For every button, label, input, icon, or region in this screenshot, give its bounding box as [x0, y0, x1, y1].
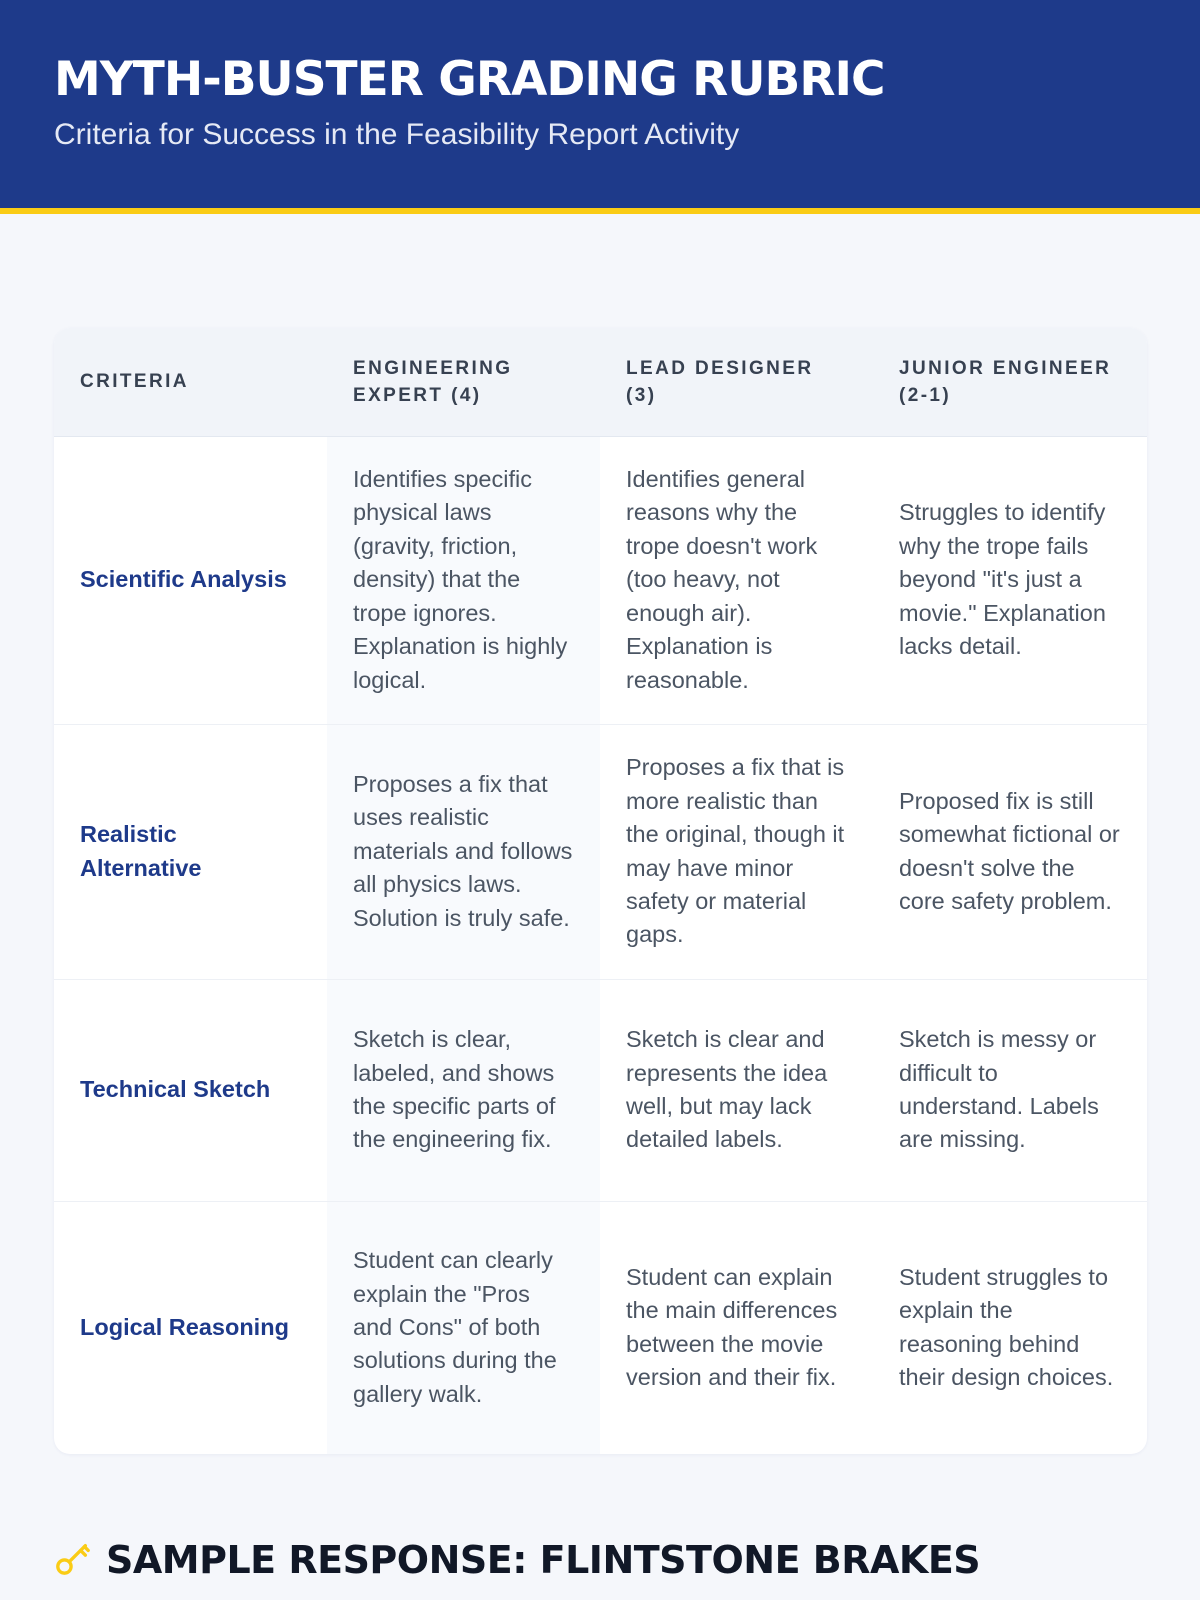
column-header-lead-designer: LEAD DESIGNER (3)	[600, 328, 873, 436]
key-icon	[54, 1539, 106, 1582]
expert-cell: Proposes a fix that uses realistic materials and follows all physics laws. Solution is truly safe.	[327, 724, 600, 979]
criteria-cell: Realistic Alternative	[54, 724, 327, 979]
page-header	[0, 0, 1200, 214]
designer-cell: Student can explain the main differences between the movie version and their fix.	[626, 1263, 838, 1391]
designer-cell: Sketch is clear and represents the idea well, but may lack detailed labels.	[600, 979, 873, 1201]
column-header-engineering-expert: ENGINEERING EXPERT (4)	[327, 328, 600, 436]
criteria-cell: Scientific Analysis	[54, 436, 327, 724]
criteria-cell: Logical Reasoning	[80, 1314, 289, 1341]
designer-cell: Identifies general reasons why the trope doesn't work (too heavy, not enough air). Explanation is reasonable.	[600, 436, 873, 724]
rubric-header-row	[54, 328, 1147, 436]
sample-response-heading	[54, 1536, 980, 1584]
rubric-table	[54, 328, 1147, 1454]
table-row	[54, 724, 1147, 979]
page-subtitle: Criteria for Success in the Feasibility Report Activity	[54, 118, 740, 151]
table-row	[54, 979, 1147, 1201]
junior-cell: Sketch is messy or difficult to understand. Labels are missing.	[873, 979, 1147, 1201]
page-title: MYTH-BUSTER GRADING RUBRIC	[54, 52, 885, 107]
table-row	[54, 436, 1147, 724]
sample-response-title: SAMPLE RESPONSE: FLINTSTONE BRAKES	[106, 1538, 981, 1582]
rubric-card	[54, 328, 1147, 1454]
junior-cell: Proposed fix is still somewhat fictional or doesn't solve the core safety problem.	[873, 724, 1147, 979]
expert-cell: Sketch is clear, labeled, and shows the specific parts of the engineering fix.	[327, 979, 600, 1201]
column-header-criteria: CRITERIA	[54, 328, 327, 436]
column-header-junior-engineer: JUNIOR ENGINEER (2-1)	[873, 328, 1147, 436]
junior-cell: Struggles to identify why the trope fails beyond "it's just a movie." Explanation lacks detail.	[873, 436, 1147, 724]
table-row	[54, 1201, 1147, 1454]
designer-cell: Proposes a fix that is more realistic than the original, though it may have minor safety or material gaps.	[600, 724, 873, 979]
criteria-cell: Technical Sketch	[54, 979, 327, 1201]
expert-cell: Student can clearly explain the "Pros and Cons" of both solutions during the gallery walk.	[327, 1201, 600, 1454]
expert-cell: Identifies specific physical laws (gravity, friction, density) that the trope ignores. Explanation is highly logical.	[327, 436, 600, 724]
junior-cell: Student struggles to explain the reasoning behind their design choices.	[899, 1263, 1114, 1391]
